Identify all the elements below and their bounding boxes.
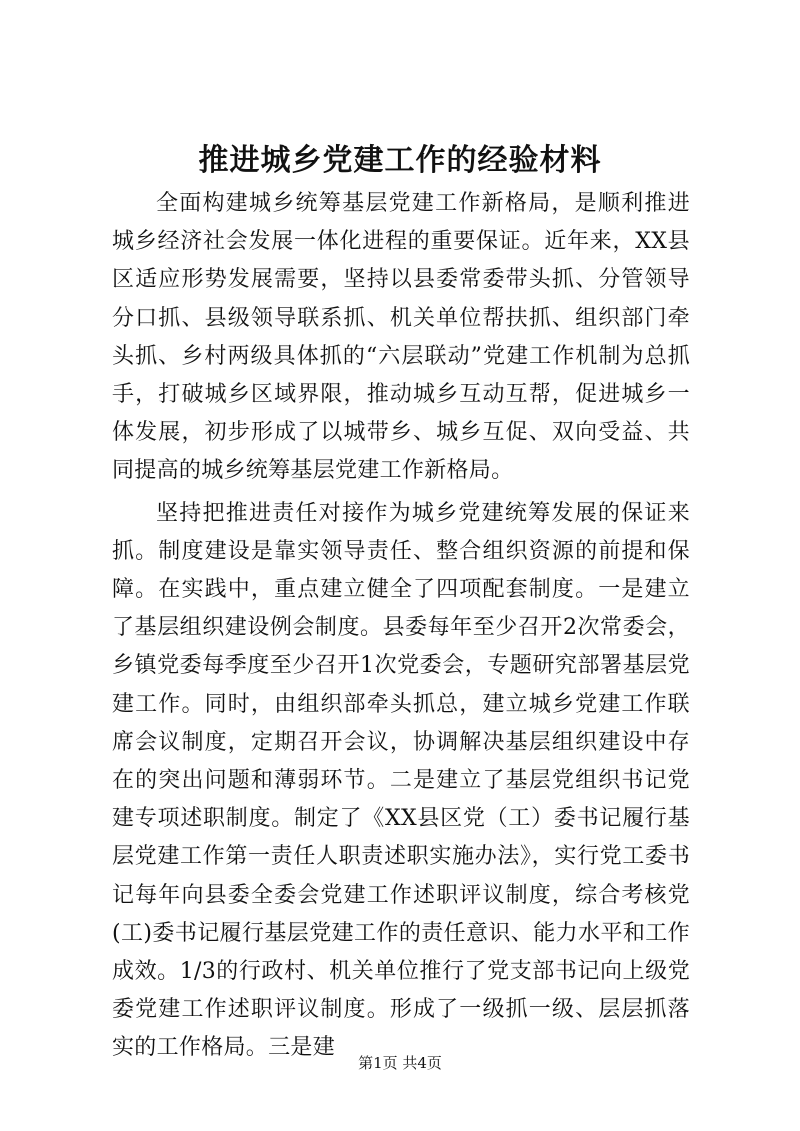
paragraph-1: 全面构建城乡统筹基层党建工作新格局，是顺利推进城乡经济社会发展一体化进程的重要保证。近年来，XX县区适应形势发展需要，坚持以县委常委带头抓、分管领导分口抓、县级领导联系抓、机关单位帮扶抓、组织部门牵头抓、乡村两级具体抓的“六层联动”党建工作机制为总抓手，打破城乡区域界限，推动城乡互动互帮，促进城乡一体发展，初步形成了以城带乡、城乡互促、双向受益、共同提高的城乡统筹基层党建工作新格局。 <box>112 191 690 484</box>
page-footer <box>0 1053 800 1073</box>
page-number-label: 第1页 共4页 <box>358 1054 442 1072</box>
document-body <box>112 185 690 1068</box>
paragraph-2: 坚持把推进责任对接作为城乡党建统筹发展的保证来抓。制度建设是靠实领导责任、整合组织资源的前提和保障。在实践中，重点建立健全了四项配套制度。一是建立了基层组织建设例会制度。县委每年至少召开2次常委会，乡镇党委每季度至少召开1次党委会，专题研究部署基层党建工作。同时，由组织部牵头抓总，建立城乡党建工作联席会议制度，定期召开会议，协调解决基层组织建设中存在的突出问题和薄弱环节。二是建立了基层党组织书记党建专项述职制度。制定了《XX县区党（工）委书记履行基层党建工作第一责任人职责述职实施办法》，实行党工委书记每年向县委全委会党建工作述职评议制度，综合考核党(工)委书记履行基层党建工作的责任意识、能力水平和工作成效。1/3的行政村、机关单位推行了党支部书记向上级党委党建工作述职评议制度。形成了一级抓一级、层层抓落实的工作格局。三是建 <box>112 500 690 1061</box>
document-title: 推进城乡党建工作的经验材料 <box>198 143 602 178</box>
